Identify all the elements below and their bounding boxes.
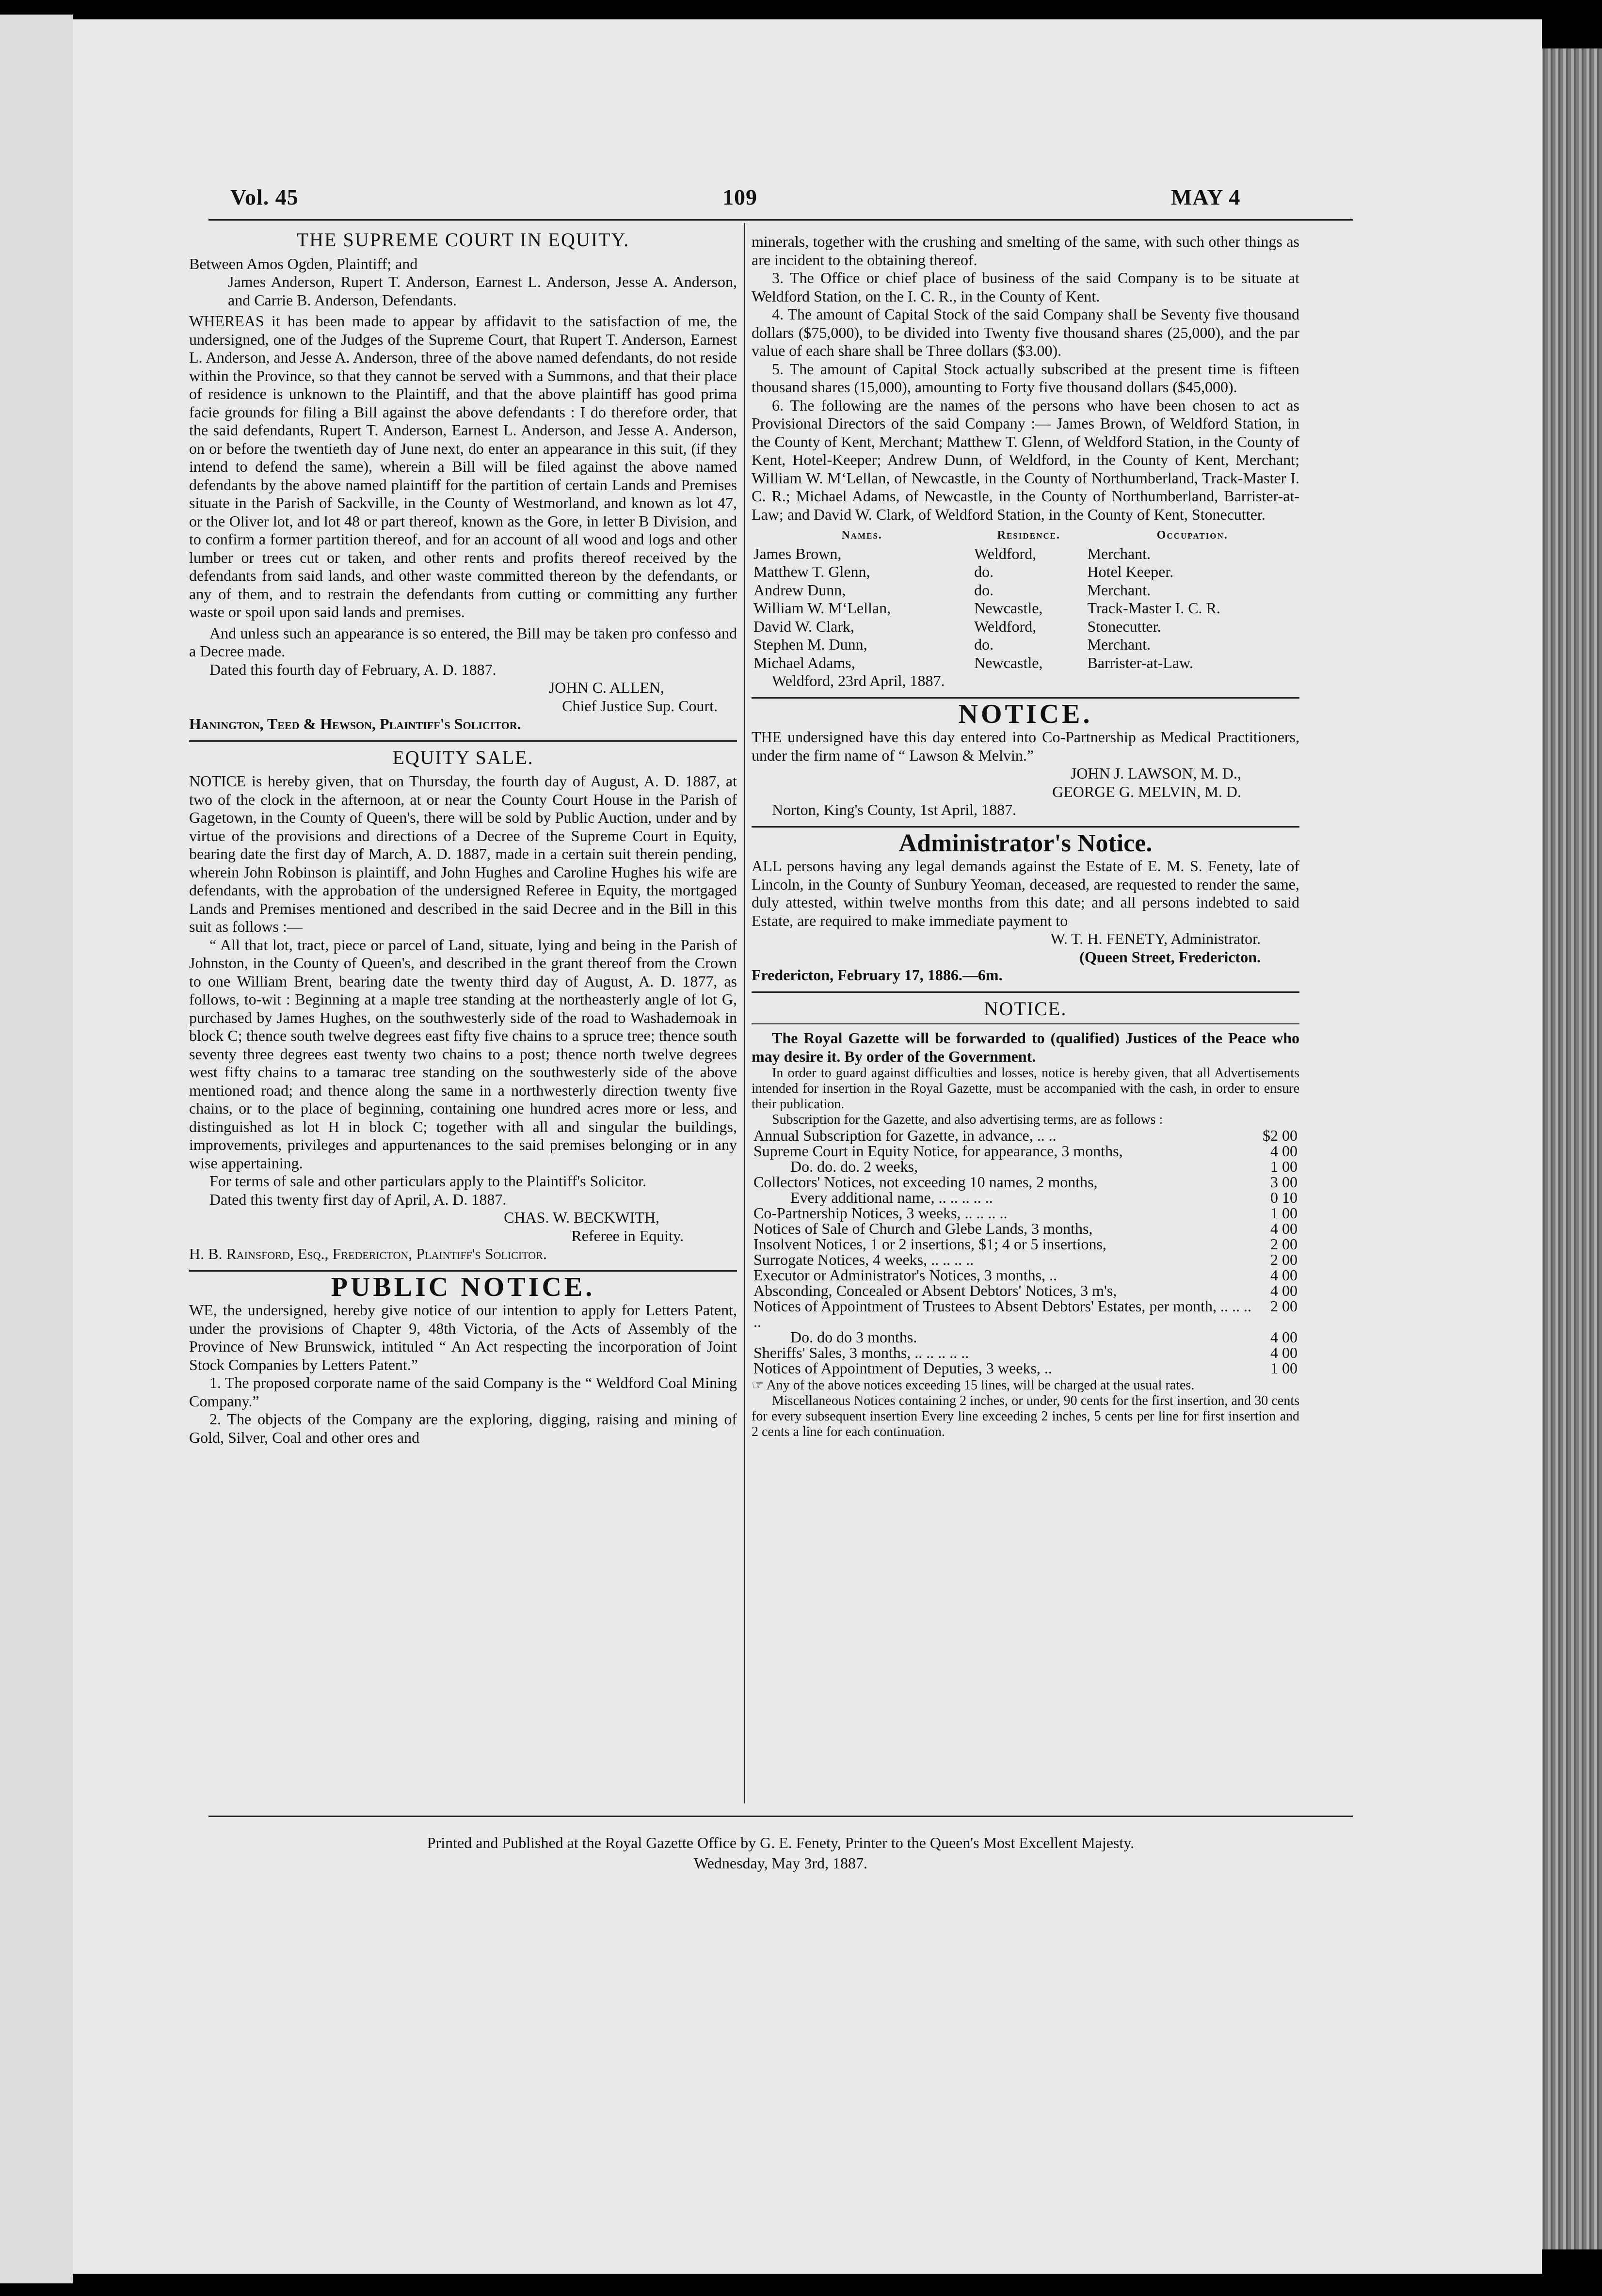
public-body: WE, the undersigned, hereby give notice of our intention to apply for Letters Patent, under the provisions of Chapter 9, 48th Victoria, of the Acts of Assembly of the Province of New Brunswick, intituled “ An Act respecting the incorporation of Joint Stock Companies by Letters Patent.” xyxy=(189,1301,737,1373)
fee-label: Executor or Administrator's Notices, 3 months, .. xyxy=(753,1266,1057,1284)
imprint-line-2: Wednesday, May 3rd, 1887. xyxy=(694,1854,867,1872)
cell: Matthew T. Glenn, xyxy=(753,563,870,580)
fee-label: Every additional name, .. .. .. .. .. xyxy=(790,1189,993,1206)
column-rule xyxy=(744,223,745,1803)
fee-label: Notices of Sale of Church and Glebe Lands, 3 months, xyxy=(753,1220,1093,1237)
gazette-title: NOTICE. xyxy=(984,997,1067,1020)
equity-sig-name: CHAS. W. BECKWITH, xyxy=(504,1209,659,1226)
fee-amount: 4 00 xyxy=(1270,1142,1298,1160)
cell: Track-Master I. C. R. xyxy=(1087,599,1220,617)
fee-label: Do. do do 3 months. xyxy=(790,1328,917,1346)
public-item-2: 2. The objects of the Company are the exploring, digging, raising and mining of Gold, Silver, Coal and other ores and xyxy=(189,1410,737,1446)
fee-amount: 2 00 xyxy=(1270,1251,1298,1268)
cell: do. xyxy=(974,636,994,653)
fee-label: Annual Subscription for Gazette, in advance, .. .. xyxy=(753,1127,1057,1144)
cell: Merchant. xyxy=(1087,581,1151,599)
fee-label: Co-Partnership Notices, 3 weeks, .. .. .. .. xyxy=(753,1204,1008,1222)
fee-amount: 4 00 xyxy=(1270,1266,1298,1284)
company-cont: minerals, together with the crushing and smelting of the same, with such other things as are incident to the obtaining thereof. xyxy=(752,233,1299,269)
cell: Merchant. xyxy=(1087,544,1151,562)
supreme-sig-title: Chief Justice Sup. Court. xyxy=(562,697,718,715)
cell: Barrister-at-Law. xyxy=(1087,654,1194,671)
fee-label: Do. do. do. 2 weeks, xyxy=(790,1158,918,1175)
cell: James Brown, xyxy=(753,544,842,562)
gazette-page xyxy=(73,19,1542,2274)
equity-quote: “ All that lot, tract, piece or parcel of Land, situate, lying and being in the Parish of Johnston, in the County of Queen's, and described in the grant thereof from the Crown to one William Brent, bearing date the twenty third day of August, A. D. 1877, as follows, to-wit : Beginning at a maple tree standing at the northeasterly angle of lot G, purchased by James Hughes, on the southwesterly side of the road to Washademoak in block C; thence south twelve degrees east fifty five chains to a spruce tree; thence south seventy three degrees east twenty two chains to a post; thence north twelve degrees west fifty chains to a tamarac tree standing on the southwesterly side of the above mentioned road; and thence along the same in a northwesterly direction twenty five chains, or to the place of beginning, containing one hundred acres more or less, and distinguished as lot H in block C; together with all and singular the buildings, improvements, privileges and appurtenances to the said premises belonging or in any wise appertaining. xyxy=(189,936,737,1172)
header-rule xyxy=(208,219,1353,221)
cell: William W. M‘Lellan, xyxy=(753,599,891,617)
fee-amount: 2 00 xyxy=(1270,1297,1298,1315)
supreme-sig-name: JOHN C. ALLEN, xyxy=(548,679,664,696)
cell: Weldford, xyxy=(974,544,1037,562)
left-column xyxy=(189,228,737,1447)
fee-amount: 4 00 xyxy=(1270,1220,1298,1237)
supreme-parties-1: Between Amos Ogden, Plaintiff; and xyxy=(189,255,418,272)
imprint-line-1: Printed and Published at the Royal Gazette Office by G. E. Fenety, Printer to the Queen's Most Excellent Majesty. xyxy=(427,1834,1135,1851)
fee-row xyxy=(752,1174,1299,1190)
partnership-sig-2: GEORGE G. MELVIN, M. D. xyxy=(1052,782,1241,800)
fee-row xyxy=(752,1236,1299,1252)
fee-label: Sheriffs' Sales, 3 months, .. .. .. .. .. xyxy=(753,1344,969,1361)
admin-address: (Queen Street, Fredericton. xyxy=(1079,948,1261,966)
public-item-1: 1. The proposed corporate name of the said Company is the “ Weldford Coal Mining Company.” xyxy=(189,1374,737,1410)
fee-amount: 1 00 xyxy=(1270,1158,1298,1175)
equity-dated: Dated this twenty first day of April, A. D. 1887. xyxy=(209,1190,507,1208)
cell: David W. Clark, xyxy=(753,617,854,635)
fee-label: Notices of Appointment of Trustees to Absent Debtors' Estates, per month, .. .. .. .. xyxy=(753,1297,1252,1330)
admin-dated: Fredericton, February 17, 1886.—6m. xyxy=(752,966,1003,984)
cell: Michael Adams, xyxy=(753,654,855,671)
cell: do. xyxy=(974,563,994,580)
equity-solicitor: H. B. Rainsford, Esq., Fredericton, Plaintiff's Solicitor. xyxy=(189,1245,547,1262)
fee-row xyxy=(752,1221,1299,1236)
fee-row xyxy=(752,1128,1299,1143)
cell: Hotel Keeper. xyxy=(1087,563,1174,580)
gazette-p3: Subscription for the Gazette, and also advertising terms, are as follows : xyxy=(772,1112,1163,1127)
gazette-p2: In order to guard against difficulties and losses, notice is hereby given, that all Advertisements intended for insertion in the Royal Gazette, must be accompanied with the cash, in order to ensure their publication. xyxy=(752,1066,1299,1112)
divider xyxy=(189,740,737,742)
fee-label: Supreme Court in Equity Notice, for appearance, 3 months, xyxy=(753,1142,1123,1160)
cell: Newcastle, xyxy=(974,599,1043,617)
cell: Weldford, xyxy=(974,617,1037,635)
fee-amount: 4 00 xyxy=(1270,1328,1298,1346)
col-names: Names. xyxy=(841,529,882,542)
divider xyxy=(752,697,1299,699)
issue-date: MAY 4 xyxy=(1171,185,1241,209)
company-item-6: 6. The following are the names of the persons who have been chosen to act as Provisional Directors of the said Company :— James Brown, of Weldford Station, in the County of Kent, Merchant; Matthew T. Glenn, of Weldford Station, in the County of Kent, Hotel-Keeper; Andrew Dunn, of Weldford, in the County of Kent, Merchant; William W. M‘Lellan, of Newcastle, in the County of Northumberland, Track-Master I. C. R.; Michael Adams, of Newcastle, in the County of Northumberland, Barrister-at-Law; and David W. Clark, of Weldford Station, in the County of Kent, Stonecutter. xyxy=(752,396,1299,523)
volume-label: Vol. 45 xyxy=(230,185,299,209)
supreme-solicitor: Hanington, Teed & Hewson, Plaintiff's Solicitor. xyxy=(189,715,521,733)
gazette-note xyxy=(752,1378,1299,1393)
fee-amount: 4 00 xyxy=(1270,1344,1298,1361)
footer-rule xyxy=(208,1816,1353,1817)
fee-row xyxy=(752,1205,1299,1221)
equity-title: EQUITY SALE. xyxy=(392,746,534,768)
fee-amount: 0 10 xyxy=(1270,1189,1298,1206)
fee-row xyxy=(752,1283,1299,1298)
fee-amount: 2 00 xyxy=(1270,1235,1298,1253)
equity-body: NOTICE is hereby given, that on Thursday, the fourth day of August, A. D. 1887, at two of the clock in the afternoon, at or near the County Court House in the Parish of Gagetown, in the County of Queen's, there will be sold by Public Auction, under and by virtue of the provisions and directions of a Decree of the Supreme Court in Equity, bearing date the first day of March, A. D. 1887, made in a certain suit therein pending, wherein John Robinson is plaintiff, and John Hughes and Caroline Hughes his wife are defendants, with the approbation of the undersigned Referee in Equity, the mortgaged Lands and Premises mentioned and described in the said Decree and in the Bill in this suit as follows :— xyxy=(189,772,737,935)
table-header-row xyxy=(752,526,1299,545)
divider xyxy=(752,991,1299,993)
imprint xyxy=(208,1833,1353,1873)
fee-row xyxy=(752,1298,1299,1329)
admin-sig: W. T. H. FENETY, Administrator. xyxy=(1050,930,1261,947)
company-dated: Weldford, 23rd April, 1887. xyxy=(772,672,945,689)
table-row xyxy=(752,581,1299,600)
fees-table xyxy=(752,1128,1299,1376)
cell: Stephen M. Dunn, xyxy=(753,636,867,653)
fee-label: Absconding, Concealed or Absent Debtors' Notices, 3 m's, xyxy=(753,1282,1117,1299)
divider xyxy=(752,1023,1299,1024)
fee-amount: $2 00 xyxy=(1263,1127,1298,1144)
partnership-title: NOTICE. xyxy=(958,699,1093,729)
supreme-dated: Dated this fourth day of February, A. D. 1887. xyxy=(209,660,497,678)
table-row xyxy=(752,545,1299,563)
gazette-terms xyxy=(752,1066,1299,1440)
supreme-title: THE SUPREME COURT IN EQUITY. xyxy=(296,229,630,251)
fee-amount: 3 00 xyxy=(1270,1173,1298,1191)
supreme-body: WHEREAS it has been made to appear by affidavit to the satisfaction of me, the undersigned, one of the Judges of the Supreme Court, that Rupert T. Anderson, Earnest L. Anderson, and Jesse A. Anderson, three of the above named defendants, do not reside within the Province, so that they cannot be served with a Summons, and that their place of residence is unknown to the Plaintiff, and that the above plaintiff has good prima facie grounds for filing a Bill against the above defendants : I do therefore order, that the said defendants, Rupert T. Anderson, Earnest L. Anderson, and Jesse A. Anderson, on or before the twentieth day of June next, do enter an appearance in this suit, (if they intend to defend the same), wherein a Bill will be filed against the above named defendants by the above named plaintiff for the partition of certain Lands and Premises situate in the Parish of Sackville, in the County of Westmorland, and known as lot 47, or the Oliver lot, and lot 48 or part thereof, known as the Gore, in letter B Division, and to confirm a former partition thereof, and for an account of all wood and logs and other lumber or trees cut or taken, and other rents and profits thereof received by the defendants from said lands, and other waste committed thereon by the defendants, or any of them, and to restrain the defendants from cutting or committing any further waste or spoil upon said lands and premises. xyxy=(189,312,737,621)
fee-label: Notices of Appointment of Deputies, 3 weeks, .. xyxy=(753,1359,1052,1377)
fee-row xyxy=(752,1267,1299,1283)
cell: Andrew Dunn, xyxy=(753,581,846,599)
fee-amount: 1 00 xyxy=(1270,1204,1298,1222)
cell: do. xyxy=(974,581,994,599)
gazette-misc: Miscellaneous Notices containing 2 inches, or under, 90 cents for the first insertion, and 30 cents for every subsequent insertion Every line exceeding 2 inches, 5 cents per line for first insertion and 2 cents a line for each continuation. xyxy=(752,1393,1299,1439)
table-row xyxy=(752,618,1299,636)
table-row xyxy=(752,636,1299,654)
fee-label: Collectors' Notices, not exceeding 10 names, 2 months, xyxy=(753,1173,1098,1191)
fee-row xyxy=(752,1329,1299,1345)
table-row xyxy=(752,563,1299,581)
right-column xyxy=(752,233,1299,1440)
directors-table xyxy=(752,526,1299,672)
fee-row xyxy=(752,1159,1299,1174)
fee-row xyxy=(752,1345,1299,1360)
fee-label: Surrogate Notices, 4 weeks, .. .. .. .. xyxy=(753,1251,974,1268)
fee-row xyxy=(752,1143,1299,1159)
col-residence: Residence. xyxy=(997,529,1060,542)
pointing-hand-icon: ☞ xyxy=(752,1378,767,1393)
page-number: 109 xyxy=(722,185,757,209)
partnership-dated: Norton, King's County, 1st April, 1887. xyxy=(772,801,1017,818)
supreme-unless: And unless such an appearance is so entered, the Bill may be taken pro confesso and a Decree made. xyxy=(189,624,737,660)
company-item-5: 5. The amount of Capital Stock actually subscribed at the present time is fifteen thousand shares (15,000), amounting to Forty five thousand dollars ($45,000). xyxy=(752,360,1299,396)
company-item-4: 4. The amount of Capital Stock of the said Company shall be Seventy five thousand dollars ($75,000), to be divided into Twenty five thousand shares (25,000), and the par value of each share shall be Three dollars ($3.00). xyxy=(752,305,1299,359)
fee-label: Insolvent Notices, 1 or 2 insertions, $1; 4 or 5 insertions, xyxy=(753,1235,1106,1253)
public-title: PUBLIC NOTICE. xyxy=(331,1272,595,1302)
admin-body: ALL persons having any legal demands against the Estate of E. M. S. Fenety, late of Lincoln, in the County of Sunbury Yeoman, deceased, are requested to render the same, duly attested, within twelve months from this date; and all persons indebted to said Estate, are required to make immediate payment to xyxy=(752,857,1299,929)
divider xyxy=(752,826,1299,828)
fee-amount: 1 00 xyxy=(1270,1359,1298,1377)
page-edges xyxy=(1537,48,1602,2249)
partnership-sig-1: JOHN J. LAWSON, M. D., xyxy=(1070,765,1241,782)
fee-row xyxy=(752,1360,1299,1376)
cell: Merchant. xyxy=(1087,636,1151,653)
cell: Stonecutter. xyxy=(1087,617,1161,635)
gazette-p1: The Royal Gazette will be forwarded to (qualified) Justices of the Peace who may desire it. By order of the Government. xyxy=(752,1029,1299,1065)
cell: Newcastle, xyxy=(974,654,1043,671)
col-occupation: Occupation. xyxy=(1156,529,1228,542)
fee-amount: 4 00 xyxy=(1270,1282,1298,1299)
table-row xyxy=(752,654,1299,672)
fee-row xyxy=(752,1190,1299,1205)
company-item-3: 3. The Office or chief place of business of the said Company is to be situate at Weldford Station, on the I. C. R., in the County of Kent. xyxy=(752,269,1299,305)
table-row xyxy=(752,599,1299,618)
book-spine xyxy=(0,15,73,2283)
equity-terms: For terms of sale and other particulars apply to the Plaintiff's Solicitor. xyxy=(209,1172,646,1190)
gazette-note-text: Any of the above notices exceeding 15 lines, will be charged at the usual rates. xyxy=(766,1378,1195,1393)
partnership-body: THE undersigned have this day entered into Co-Partnership as Medical Practitioners, under the firm name of “ Lawson & Melvin.” xyxy=(752,728,1299,764)
divider xyxy=(189,1270,737,1272)
equity-sig-title: Referee in Equity. xyxy=(571,1227,684,1244)
admin-title: Administrator's Notice. xyxy=(898,829,1153,857)
fee-row xyxy=(752,1252,1299,1267)
supreme-parties-2: James Anderson, Rupert T. Anderson, Earnest L. Anderson, Jesse A. Anderson, and Carrie B. Anderson, Defendants. xyxy=(228,273,737,309)
